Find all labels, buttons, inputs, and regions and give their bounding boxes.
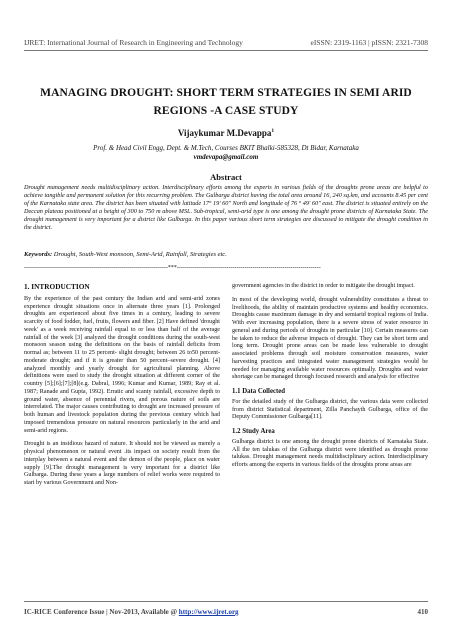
paper-title — [24, 84, 428, 120]
title-line-2: REGIONS -A CASE STUDY — [153, 105, 299, 117]
author-name — [24, 128, 428, 138]
page-footer — [24, 608, 428, 616]
paragraph: For the detailed study of the Gulbarga district, the various data were collected from district Statistical department, Zilla Panchayth Gulbarga, office of the Deputy Commissioner Gulbarga[11]. — [232, 398, 428, 421]
page-header — [24, 38, 428, 47]
keywords-text: Drought, South-West monsoon, Semi-Arid, Rainfall, Strategies etc. — [53, 251, 227, 258]
left-column — [24, 283, 220, 494]
journal-name: IJRET: International Journal of Research in Engineering and Technology — [24, 38, 243, 47]
right-column — [232, 283, 428, 476]
paragraph: Gulbarga district is one among the drought prone districts of Karnataka State. All the ten talukas of the Gulbarga district were identified as drought prone talukas. Drought management needs multidisciplinary action. Interdisciplinary efforts among the experts in various fields of the droughts prone areas are — [232, 438, 428, 468]
journal-url-link[interactable]: http://www.ijret.org — [178, 608, 239, 616]
section-separator: ------------------------------------------------------------------------***------------------------------------------------------------------------ — [24, 265, 321, 271]
footer-issue-text: IC-RICE Conference Issue | Nov-2013, Available @ — [24, 608, 178, 616]
footer-rule — [24, 601, 428, 602]
author-superscript: 1 — [271, 128, 275, 134]
affiliation-text: Prof. & Head Civil Engg, Dept. & M.Tech, Courses BKIT Bhalki-585328, Dt Bidar, Karnataka — [93, 144, 359, 152]
author-affiliation — [24, 144, 428, 162]
keywords — [24, 251, 428, 258]
section-heading-introduction: 1. INTRODUCTION — [24, 282, 90, 291]
paragraph: Drought is an insidious hazard of nature. It should not be viewed as merely a physical phenomenon or natural event .its impact on society result from the interplay between a natural event and the demon of the people, place on water supply [9].The drought management is very important for a district like Gulbarga. During these years a large numbers of relief works were required to start by various Government and Non- — [24, 441, 220, 486]
paragraph: By the experience of the past century the Indian arid and semi-arid zones experience drought situations once in alternate three years [1]. Prolonged droughts are experienced about five times in a century, leading to severe scarcity of food fodder, fuel, fruits, flowers and fiber. [2] Have defined 'drought week' as a week receiving rainfall equal to or less than half of the average rainfall of the week [3] analyzed the drought conditions during the south-west monsoon season using the definitions on the basis of rainfall deficits from normal as; between 11 to 25 percent- slight drought; between 26 to50 percent- moderate drought; and if it is greater than 50 percent–severe drought. [4] analyzed monthly and yearly drought for agricultural planning. Above definitions were used to study the drought situation at different corner of the country [5];[6];[7];[8](e.g. Dabral, 1996; Kumar and Kumar, 1989; Ray et al. 1987; Ranade and Gupta, 1992). Erratic and scanty rainfall, excessive depth to ground water, absence of perennial rivers, and porous nature of soils are interrelated. The major causes contributing to drought are increased pressure of both human and livestock population during the previous century which had imposed tremendous pressure on natural resources particularly in the arid and semi-arid regions. — [24, 295, 220, 434]
paragraph: government agencies in the district in order to mitigate the drought impact. — [232, 283, 415, 289]
author-email: vmdevapa@gmail.com — [193, 153, 259, 161]
keywords-label: Keywords: — [24, 251, 53, 258]
author-name-text: Vijaykumar M.Devappa — [177, 128, 272, 138]
abstract-text: Drought management needs multidisciplinary action. Interdisciplinary efforts among the experts in various fields of the droughts prone areas are helpful to achieve tangible and permanent solution for this recurring problem. The Gulbarga district having the total area around 16, 240 sq.km, and accounts 8.45 per cent of the Karnataka state area. The district has been situated with latitude 17° 19' 60" North and longitude of 76 ° 49' 60" east. The district is situated entirely on the Deccan plateau positioned at a height of 300 to 750 m above MSL. Sub-tropical, semi-arid type is one among the drought prone districts of Karnataka State. The drought management is very important for a district like Gulbarga. In this paper various short term strategies are discussed to mitigate the drought condition in the district. — [24, 184, 428, 232]
abstract-heading: Abstract — [210, 172, 242, 182]
header-rule — [24, 50, 428, 51]
issn-info: eISSN: 2319-1163 | pISSN: 2321-7308 — [310, 38, 428, 47]
subsection-heading-data-collected: 1.1 Data Collected — [232, 388, 286, 395]
subsection-heading-study-area: 1.2 Study Area — [232, 428, 275, 435]
footer-issue — [24, 608, 239, 616]
title-line-1: MANAGING DROUGHT: SHORT TERM STRATEGIES IN SEMI ARID — [40, 87, 412, 99]
page-number: 410 — [417, 608, 428, 616]
paragraph: In most of the developing world, drought vulnerability constitutes a threat to livelihoods, the ability of maintain productive systems and healthy economics. Droughts cause maximum damage in dry and semiarid tropical regions of India. With ever increasing population, there is a severe stress of water resource in general and during periods of droughts in particular [10]. Certain measures can be taken to reduce the adverse impacts of drought. They can be short term and long term. Drought prone areas can be made less vulnerable to drought associated problems through soil moisture conservation measures, water harvesting practices and integrated water management strategies would be needed for managing available water resources optimally. Droughts and water shortage can be managed through focused research and analysis for effective — [232, 296, 428, 381]
